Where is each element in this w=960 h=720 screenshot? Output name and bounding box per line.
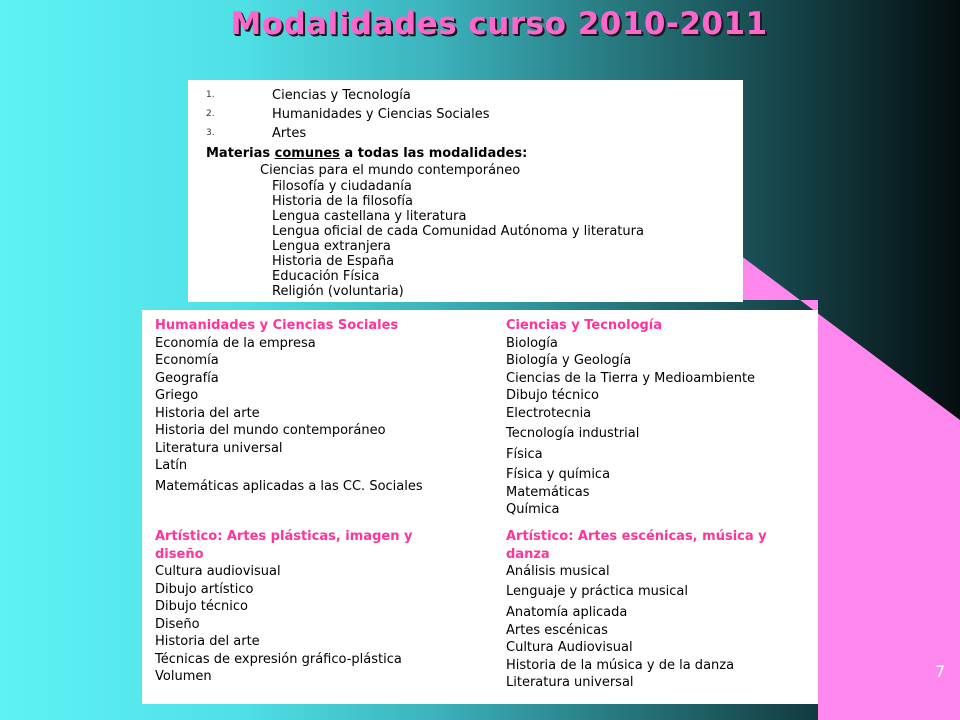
modalidad-item xyxy=(206,105,725,124)
materia-item: Técnicas de expresión gráfico-plástica xyxy=(155,651,402,667)
materia-item: Biología xyxy=(506,335,558,351)
materia-item: Anatomía aplicada xyxy=(506,605,628,620)
slide-title: Modalidades curso 2010-2011 xyxy=(230,6,768,42)
materia-item: Historia del arte xyxy=(155,634,260,649)
modalidad-label: Ciencias y Tecnología xyxy=(272,88,411,103)
comun-item: Lengua castellana y literatura xyxy=(272,209,467,224)
materia-item: Latín xyxy=(155,458,188,473)
materia-item: Griego xyxy=(155,388,199,403)
materia-item: Química xyxy=(506,502,560,517)
page-number: 7 xyxy=(935,662,946,681)
materia-item: Electrotecnia xyxy=(506,405,592,421)
comun-item: Filosofía y ciudadanía xyxy=(272,179,412,194)
comun-item: Religión (voluntaria) xyxy=(272,284,404,299)
materia-item: Física y química xyxy=(506,467,611,482)
materia-item: Volumen xyxy=(155,669,212,684)
column-heading: Humanidades y Ciencias Sociales xyxy=(155,318,399,333)
materia-item: Economía de la empresa xyxy=(155,335,316,351)
comun-item: Historia de la filosofía xyxy=(272,194,413,209)
modalidad-label: Humanidades y Ciencias Sociales xyxy=(272,107,490,122)
materia-item: Dibujo técnico xyxy=(506,388,600,403)
materia-item: Matemáticas xyxy=(506,484,590,500)
comunes-heading-suffix: a todas las modalidades: xyxy=(339,146,528,161)
materia-item: Literatura universal xyxy=(506,675,634,690)
comunes-heading-underlined: comunes xyxy=(274,146,340,161)
materia-item: Economía xyxy=(155,353,219,368)
list-number: 1. xyxy=(206,90,215,100)
materia-item: Historia de la música y de la danza xyxy=(506,657,735,673)
comun-item: Ciencias para el mundo contemporáneo xyxy=(260,163,521,178)
modalidad-label: Artes xyxy=(272,126,307,141)
materia-item: Física xyxy=(506,446,543,462)
modalidades-list xyxy=(206,86,725,143)
materia-item: Artes escénicas xyxy=(506,622,608,638)
materia-item: Historia del arte xyxy=(155,405,260,421)
modalidades-box xyxy=(188,80,743,302)
materias-box xyxy=(142,310,818,704)
materia-item: Matemáticas aplicadas a las CC. Sociales xyxy=(155,478,423,494)
comun-item: Lengua extranjera xyxy=(272,239,391,254)
materia-item: Lenguaje y práctica musical xyxy=(506,583,688,599)
list-number: 2. xyxy=(206,109,215,119)
ciencias-column xyxy=(506,317,755,519)
materia-item: Ciencias de la Tierra y Medioambiente xyxy=(506,370,756,386)
materia-item: Geografía xyxy=(155,370,219,386)
materia-item: Literatura universal xyxy=(155,440,283,456)
materia-item: Historia del mundo contemporáneo xyxy=(155,423,386,438)
artes-plasticas-column xyxy=(155,528,455,686)
comun-item: Historia de España xyxy=(272,254,395,269)
comun-item: Educación Física xyxy=(272,269,380,284)
materia-item: Dibujo técnico xyxy=(155,599,249,614)
column-heading: Artístico: Artes plásticas, imagen y diseño xyxy=(155,529,413,562)
materia-item: Tecnología industrial xyxy=(506,426,640,441)
column-heading: Ciencias y Tecnología xyxy=(506,318,663,333)
comunes-list xyxy=(206,179,725,299)
materia-item: Dibujo artístico xyxy=(155,581,254,597)
list-number: 3. xyxy=(206,128,215,138)
comunes-heading xyxy=(206,144,725,163)
modalidad-item xyxy=(206,86,725,105)
comun-item: Lengua oficial de cada Comunidad Autónoma y literatura xyxy=(272,224,644,239)
artes-escenicas-column xyxy=(506,528,806,692)
comunes-heading-prefix: Materias xyxy=(206,146,275,161)
materia-item: Cultura audiovisual xyxy=(155,564,281,579)
column-heading: Artístico: Artes escénicas, música y danza xyxy=(506,529,767,562)
materia-item: Biología y Geología xyxy=(506,353,632,368)
humanidades-column xyxy=(155,317,423,495)
materia-item: Cultura Audiovisual xyxy=(506,640,633,655)
materia-item: Diseño xyxy=(155,616,200,632)
materia-item: Análisis musical xyxy=(506,564,610,579)
modalidad-item xyxy=(206,124,725,143)
